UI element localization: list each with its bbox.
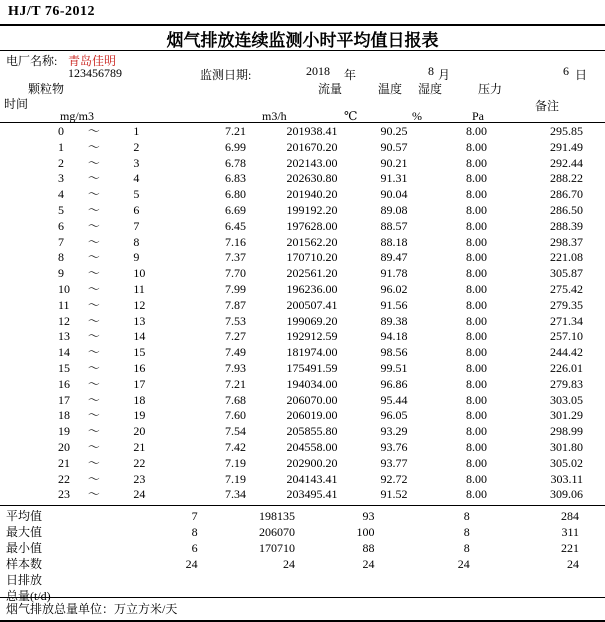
- cell-concentration: 7.21: [224, 376, 246, 391]
- cell-concentration: 7.54: [224, 424, 246, 439]
- cell-pressure: 279.35: [550, 297, 583, 312]
- cell-humidity: 8.00: [465, 218, 487, 233]
- cell-flow: 205855.80: [286, 424, 338, 439]
- cell-pressure: 303.11: [550, 471, 583, 486]
- column-header-time: 时间: [4, 97, 29, 111]
- cell-hour-end: 17: [133, 376, 146, 391]
- cell-temperature: 96.86: [380, 376, 408, 391]
- cell-pressure: 298.99: [550, 424, 583, 439]
- plant-name-value: 青岛佳明: [68, 54, 117, 68]
- table-row: [0, 156, 605, 172]
- summary-temperature: 100: [356, 525, 375, 539]
- page-title: 烟气排放连续监测小时平均值日报表: [166, 31, 439, 51]
- monitor-date-label: 监测日期:: [200, 68, 252, 82]
- divider-header-bottom: [0, 122, 605, 123]
- cell-concentration: 6.69: [224, 202, 246, 217]
- summary-concentration: 6: [191, 541, 198, 555]
- cell-temperature: 91.52: [380, 487, 408, 502]
- cell-hour-start: 1: [58, 139, 64, 154]
- cell-hour-end: 24: [133, 487, 146, 502]
- cell-concentration: 6.45: [224, 218, 246, 233]
- cell-range-tilde: ～: [87, 487, 100, 502]
- divider-summary-bottom: [0, 597, 605, 598]
- cell-humidity: 8.00: [465, 424, 487, 439]
- divider-under-title: [0, 50, 605, 51]
- year-value: 2018: [306, 64, 330, 78]
- cell-flow: 202143.00: [286, 155, 338, 170]
- summary-concentration: 24: [185, 557, 198, 571]
- summary-label: 平均值: [6, 509, 43, 523]
- cell-range-tilde: ～: [87, 471, 100, 486]
- cell-pressure: 305.87: [550, 266, 583, 281]
- summary-flow: [206, 588, 303, 604]
- cell-concentration: 7.42: [224, 439, 246, 454]
- month-value: 8: [428, 64, 434, 78]
- cell-hour-start: 14: [58, 345, 70, 360]
- cell-pressure: 301.29: [550, 408, 583, 423]
- cell-range-tilde: ～: [87, 281, 100, 296]
- cell-pressure: 286.70: [550, 187, 583, 202]
- cell-concentration: 7.49: [224, 345, 246, 360]
- cell-pressure: 257.10: [550, 329, 583, 344]
- cell-hour-end: 11: [133, 281, 145, 296]
- table-row: [0, 235, 605, 251]
- cell-humidity: 8.00: [465, 266, 487, 281]
- cell-flow: 175491.59: [286, 360, 338, 375]
- cell-flow: 197628.00: [286, 218, 338, 233]
- summary-pressure: 221: [561, 541, 579, 555]
- summary-flow: 24: [283, 557, 295, 571]
- cell-concentration: 7.99: [224, 281, 246, 296]
- cell-pressure: 309.06: [550, 487, 583, 502]
- cell-pressure: 244.42: [550, 345, 583, 360]
- day-value: 6: [563, 64, 569, 78]
- cell-concentration: 7.87: [224, 297, 246, 312]
- cell-hour-start: 16: [58, 376, 70, 391]
- summary-temperature: 88: [362, 541, 375, 555]
- table-row: [0, 298, 605, 314]
- cell-concentration: 7.93: [224, 360, 246, 375]
- cell-hour-end: 21: [133, 439, 146, 454]
- cell-range-tilde: ～: [87, 345, 100, 360]
- cell-hour-start: 3: [58, 171, 64, 186]
- cell-temperature: 93.29: [380, 424, 408, 439]
- cell-pressure: 291.49: [550, 139, 583, 154]
- cell-temperature: 90.04: [380, 187, 408, 202]
- cell-pressure: 279.83: [550, 376, 583, 391]
- table-row: [0, 140, 605, 156]
- column-header-remark: 备注: [535, 99, 560, 113]
- cell-hour-start: 13: [58, 329, 70, 344]
- cell-humidity: 8.00: [465, 329, 487, 344]
- cell-hour-end: 2: [133, 139, 140, 154]
- column-header-humidity: 湿度: [418, 82, 443, 96]
- cell-temperature: 93.76: [380, 439, 408, 454]
- cell-pressure: 288.39: [550, 218, 583, 233]
- summary-humidity: [402, 588, 501, 604]
- cell-range-tilde: ～: [87, 124, 100, 138]
- cell-range-tilde: ～: [87, 439, 100, 454]
- cell-temperature: 93.77: [380, 455, 408, 470]
- cell-hour-end: 4: [133, 171, 140, 186]
- cell-concentration: 7.27: [224, 329, 246, 344]
- cell-range-tilde: ～: [87, 329, 100, 344]
- summary-humidity: 8: [463, 525, 470, 539]
- summary-pressure: 311: [561, 525, 579, 539]
- cell-range-tilde: ～: [87, 360, 100, 375]
- cell-pressure: 303.05: [550, 392, 583, 407]
- cell-hour-end: 22: [133, 455, 146, 470]
- cell-range-tilde: ～: [87, 392, 100, 407]
- cell-temperature: 92.72: [380, 471, 408, 486]
- cell-temperature: 89.08: [380, 202, 408, 217]
- cell-hour-start: 22: [58, 471, 70, 486]
- cell-pressure: 292.44: [550, 155, 583, 170]
- unit-concentration: mg/m3: [60, 109, 95, 123]
- cell-temperature: 91.78: [380, 266, 408, 281]
- cell-flow: 201562.20: [286, 234, 338, 249]
- cell-temperature: 99.51: [380, 360, 408, 375]
- cell-humidity: 8.00: [465, 360, 487, 375]
- cell-flow: 204558.00: [286, 439, 338, 454]
- cell-flow: 206070.00: [286, 392, 338, 407]
- cell-pressure: 298.37: [550, 234, 583, 249]
- summary-label: 最大值: [6, 525, 43, 539]
- summary-temperature: 93: [362, 509, 375, 523]
- summary-flow: 170710: [259, 541, 295, 555]
- unit-flow: m3/h: [262, 109, 287, 123]
- cell-hour-start: 15: [58, 360, 70, 375]
- cell-pressure: 275.42: [550, 281, 583, 296]
- table-row: [0, 219, 605, 235]
- cell-temperature: 96.05: [380, 408, 408, 423]
- cell-hour-end: 20: [133, 424, 146, 439]
- cell-concentration: 7.53: [224, 313, 246, 328]
- summary-concentration: [151, 572, 205, 588]
- table-row: [0, 187, 605, 203]
- summary-label: 最小值: [6, 541, 43, 555]
- cell-humidity: 8.00: [465, 376, 487, 391]
- summary-pressure: 284: [561, 509, 579, 523]
- cell-hour-end: 8: [133, 234, 140, 249]
- cell-hour-end: 3: [133, 155, 140, 170]
- cell-concentration: 7.16: [224, 234, 246, 249]
- cell-hour-end: 19: [133, 408, 146, 423]
- table-row: [0, 487, 605, 503]
- summary-row: [0, 524, 605, 540]
- cell-flow: 202630.80: [286, 171, 338, 186]
- cell-concentration: 7.37: [224, 250, 246, 265]
- cell-hour-end: 12: [133, 297, 146, 312]
- cell-hour-start: 10: [58, 281, 70, 296]
- cell-range-tilde: ～: [87, 313, 100, 328]
- cell-flow: 200507.41: [286, 297, 338, 312]
- cell-concentration: 6.78: [224, 155, 246, 170]
- table-row: [0, 282, 605, 298]
- summary-temperature: 24: [362, 557, 375, 571]
- cell-humidity: 8.00: [465, 202, 487, 217]
- unit-pressure: Pa: [472, 109, 484, 123]
- table-row: [0, 345, 605, 361]
- cell-range-tilde: ～: [87, 408, 100, 423]
- cell-flow: 206019.00: [286, 408, 338, 423]
- cell-hour-end: 9: [133, 250, 140, 265]
- cell-range-tilde: ～: [87, 139, 100, 154]
- cell-temperature: 96.02: [380, 281, 408, 296]
- cell-concentration: 6.80: [224, 187, 246, 202]
- cell-hour-start: 5: [58, 202, 64, 217]
- cell-range-tilde: ～: [87, 187, 100, 202]
- cell-range-tilde: ～: [87, 297, 100, 312]
- cell-hour-end: 10: [133, 266, 146, 281]
- cell-temperature: 91.31: [380, 171, 408, 186]
- cell-hour-start: 11: [58, 297, 70, 312]
- cell-pressure: 226.01: [550, 360, 583, 375]
- cell-hour-start: 20: [58, 439, 70, 454]
- cell-flow: 201940.20: [286, 187, 338, 202]
- cell-concentration: 7.68: [224, 392, 246, 407]
- table-row: [0, 250, 605, 266]
- cell-hour-end: 5: [133, 187, 140, 202]
- cell-hour-end: 18: [133, 392, 146, 407]
- summary-row: [0, 540, 605, 556]
- cell-humidity: 8.00: [465, 408, 487, 423]
- cell-flow: 201670.20: [286, 139, 338, 154]
- cell-concentration: 6.83: [224, 171, 246, 186]
- summary-label: 总量(t/d): [6, 589, 51, 603]
- summary-pressure: [502, 572, 605, 588]
- cell-range-tilde: ～: [87, 455, 100, 470]
- cell-hour-end: 15: [133, 345, 146, 360]
- cell-humidity: 8.00: [465, 234, 487, 249]
- cell-hour-end: 13: [133, 313, 146, 328]
- cell-humidity: 8.00: [465, 171, 487, 186]
- unit-temperature: ℃: [344, 109, 358, 123]
- footnote: 烟气排放总量单位：万立方米/天: [6, 602, 178, 616]
- cell-flow: 201938.41: [286, 124, 338, 138]
- cell-hour-end: 16: [133, 360, 146, 375]
- table-row: [0, 361, 605, 377]
- summary-flow: 198135: [259, 509, 295, 523]
- cell-humidity: 8.00: [465, 297, 487, 312]
- cell-hour-end: 14: [133, 329, 146, 344]
- summary-pressure: [502, 588, 605, 604]
- cell-hour-start: 7: [58, 234, 64, 249]
- cell-pressure: 286.50: [550, 202, 583, 217]
- cell-humidity: 8.00: [465, 392, 487, 407]
- table-row: [0, 424, 605, 440]
- summary-concentration: 7: [191, 509, 198, 523]
- column-header-temperature: 温度: [378, 82, 403, 96]
- cell-humidity: 8.00: [465, 187, 487, 202]
- summary-pressure: 24: [567, 557, 579, 571]
- cell-concentration: 7.34: [224, 487, 246, 502]
- summary-label: 日排放: [6, 573, 43, 587]
- standard-code: HJ/T 76-2012: [8, 4, 96, 19]
- cell-range-tilde: ～: [87, 171, 100, 186]
- cell-range-tilde: ～: [87, 424, 100, 439]
- cell-concentration: 7.21: [224, 124, 246, 138]
- cell-concentration: 7.19: [224, 455, 246, 470]
- table-row: [0, 329, 605, 345]
- cell-range-tilde: ～: [87, 218, 100, 233]
- cell-pressure: 271.34: [550, 313, 583, 328]
- cell-flow: 196236.00: [286, 281, 338, 296]
- cell-temperature: 88.57: [380, 218, 408, 233]
- table-row: [0, 203, 605, 219]
- table-row: [0, 171, 605, 187]
- cell-hour-start: 23: [58, 487, 70, 502]
- column-header-pressure: 压力: [478, 82, 503, 96]
- cell-temperature: 89.38: [380, 313, 408, 328]
- year-unit: 年: [344, 68, 357, 82]
- cell-hour-start: 8: [58, 250, 64, 265]
- cell-range-tilde: ～: [87, 250, 100, 265]
- cell-humidity: 8.00: [465, 455, 487, 470]
- cell-hour-start: 4: [58, 187, 64, 202]
- plant-code-value: 123456789: [68, 66, 122, 80]
- cell-flow: 194034.00: [286, 376, 338, 391]
- cell-range-tilde: ～: [87, 155, 100, 170]
- cell-hour-start: 19: [58, 424, 70, 439]
- cell-pressure: 288.22: [550, 171, 583, 186]
- cell-temperature: 90.21: [380, 155, 408, 170]
- unit-humidity: %: [412, 109, 422, 123]
- plant-name-label: 电厂名称:: [6, 54, 58, 68]
- summary-row: [0, 572, 605, 588]
- table-row: [0, 440, 605, 456]
- summary-temperature: [303, 572, 402, 588]
- cell-flow: 202900.20: [286, 455, 338, 470]
- cell-pressure: 221.08: [550, 250, 583, 265]
- cell-humidity: 8.00: [465, 439, 487, 454]
- summary-flow: 206070: [259, 525, 295, 539]
- cell-flow: 192912.59: [286, 329, 338, 344]
- cell-range-tilde: ～: [87, 376, 100, 391]
- cell-humidity: 8.00: [465, 313, 487, 328]
- summary-label: 样本数: [6, 557, 43, 571]
- summary-temperature: [303, 588, 402, 604]
- cell-flow: 199192.20: [286, 202, 338, 217]
- summary-flow: [206, 572, 303, 588]
- cell-flow: 203495.41: [286, 487, 338, 502]
- cell-humidity: 8.00: [465, 487, 487, 502]
- table-row: [0, 266, 605, 282]
- cell-humidity: 8.00: [465, 281, 487, 296]
- cell-range-tilde: ～: [87, 234, 100, 249]
- column-header-particulate: 颗粒物: [28, 82, 65, 96]
- column-header-flow: 流量: [318, 82, 343, 96]
- cell-temperature: 88.18: [380, 234, 408, 249]
- cell-temperature: 89.47: [380, 250, 408, 265]
- cell-hour-start: 6: [58, 218, 64, 233]
- summary-humidity: 8: [463, 509, 470, 523]
- cell-concentration: 6.99: [224, 139, 246, 154]
- cell-pressure: 301.80: [550, 439, 583, 454]
- cell-flow: 199069.20: [286, 313, 338, 328]
- cell-temperature: 94.18: [380, 329, 408, 344]
- summary-humidity: 24: [457, 557, 470, 571]
- table-row: [0, 456, 605, 472]
- cell-flow: 181974.00: [286, 345, 338, 360]
- cell-hour-end: 7: [133, 218, 140, 233]
- cell-range-tilde: ～: [87, 266, 100, 281]
- cell-hour-start: 0: [58, 124, 64, 138]
- cell-hour-start: 17: [58, 392, 70, 407]
- cell-hour-end: 6: [133, 202, 140, 217]
- cell-temperature: 91.56: [380, 297, 408, 312]
- cell-hour-start: 18: [58, 408, 70, 423]
- cell-hour-start: 9: [58, 266, 64, 281]
- cell-pressure: 295.85: [550, 124, 583, 138]
- hourly-data-table: [0, 124, 605, 503]
- cell-humidity: 8.00: [465, 124, 487, 138]
- summary-concentration: 8: [191, 525, 198, 539]
- cell-hour-start: 21: [58, 455, 70, 470]
- summary-humidity: [402, 572, 501, 588]
- cell-concentration: 7.19: [224, 471, 246, 486]
- day-unit: 日: [575, 68, 588, 82]
- table-row: [0, 472, 605, 488]
- cell-pressure: 305.02: [550, 455, 583, 470]
- cell-humidity: 8.00: [465, 139, 487, 154]
- cell-temperature: 95.44: [380, 392, 408, 407]
- summary-table: [0, 508, 605, 604]
- table-row: [0, 408, 605, 424]
- divider-data-bottom: [0, 505, 605, 506]
- cell-concentration: 7.70: [224, 266, 246, 281]
- cell-humidity: 8.00: [465, 471, 487, 486]
- cell-hour-end: 1: [133, 124, 140, 138]
- summary-row: [0, 556, 605, 572]
- summary-humidity: 8: [463, 541, 470, 555]
- table-row: [0, 377, 605, 393]
- summary-row: [0, 508, 605, 524]
- table-row: [0, 393, 605, 409]
- cell-humidity: 8.00: [465, 250, 487, 265]
- cell-temperature: 98.56: [380, 345, 408, 360]
- cell-temperature: 90.57: [380, 139, 408, 154]
- cell-concentration: 7.60: [224, 408, 246, 423]
- table-row: [0, 314, 605, 330]
- cell-flow: 170710.20: [286, 250, 338, 265]
- table-row: [0, 124, 605, 140]
- cell-humidity: 8.00: [465, 155, 487, 170]
- cell-hour-start: 2: [58, 155, 64, 170]
- cell-temperature: 90.25: [380, 124, 408, 138]
- cell-hour-end: 23: [133, 471, 146, 486]
- cell-range-tilde: ～: [87, 202, 100, 217]
- cell-flow: 204143.41: [286, 471, 338, 486]
- cell-flow: 202561.20: [286, 266, 338, 281]
- cell-humidity: 8.00: [465, 345, 487, 360]
- cell-hour-start: 12: [58, 313, 70, 328]
- month-unit: 月: [438, 68, 451, 82]
